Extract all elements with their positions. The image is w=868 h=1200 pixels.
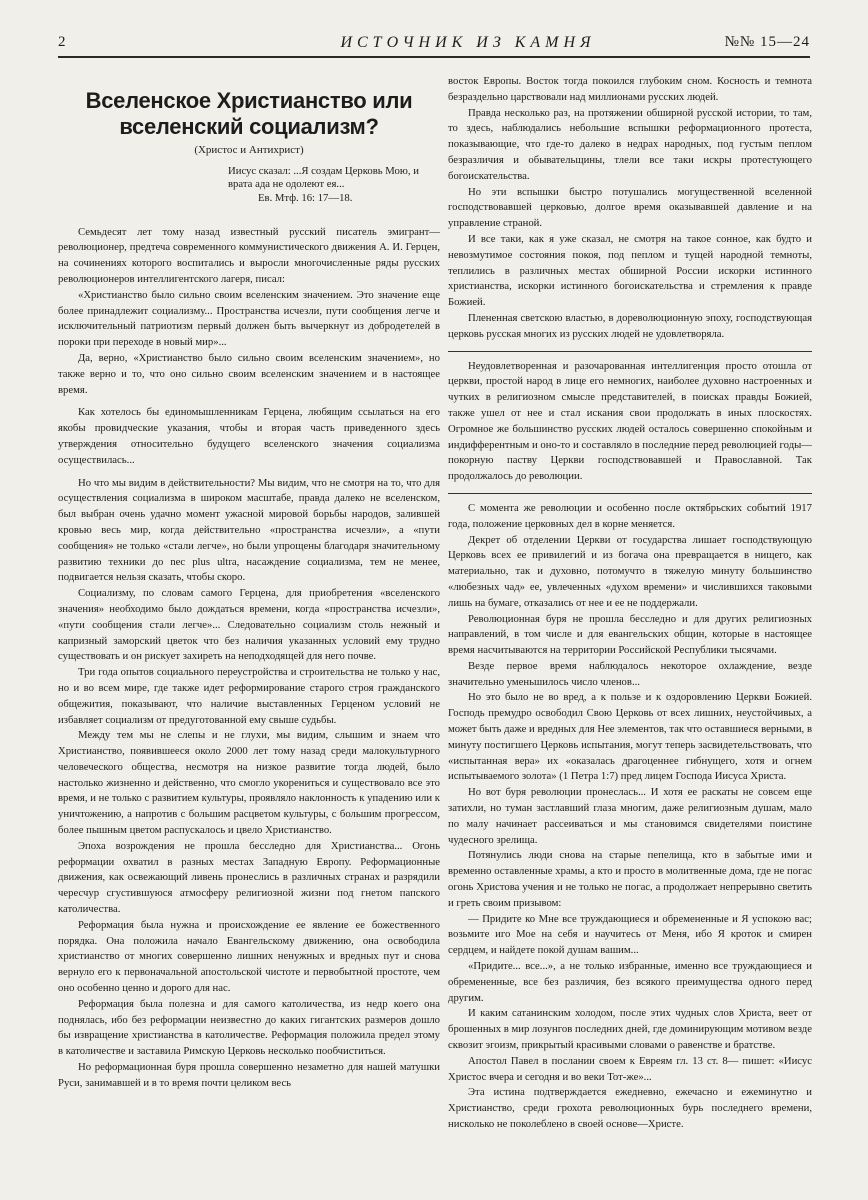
paragraph: Неудовлетворенная и разочарованная интеллигенция просто отошла от церкви, простой народ в лице его немногих, наиболее духовно настроенных и чутких в религиозном смысле представителей, в поисках правды Божией, также ушел от нее и стал искания свои продолжать в иных плоскостях. Огромное же большинство русских людей осталось совершенно спокойным и индифферентным и оно-то и составляло в последние перед революцией годы—покорную паству Церкви господствовавшей и Православной. Так продолжалось до революции. (448, 359, 812, 483)
paragraph: Но что мы видим в действительности? Мы видим, что не смотря на то, что для осуществления социализма в широком масштабе, правда далеко не вселенском, был выбран очень удачно момент ужасной мировой борьбы народов, залившей кровью весь мир, когда действительно «пространства исчезли», а «пути сообщения» не только «стали легче», но были упрощены благодаря значительному развитию техники до nec plus ultra, насаждение социализма, тем не менее, подвигается нельзя сказать, чтобы скоро. (58, 476, 440, 584)
article-title: Вселенское Христианство или вселенский социализм? (85, 88, 413, 139)
paragraph: Эта истина подтверждается ежедневно, ежечасно и ежеминутно и Христианство, среди грохота революционных бурь последнего времени, нисколько не поколеблено в своей основе—Христе. (448, 1086, 812, 1130)
paragraph: Да, верно, «Христианство было сильно своим вселенским значением», но также верно и то, что оно сильно своим вселенским значением и в настоящее время. (58, 351, 440, 396)
issue-number: №№ 15—24 (724, 34, 810, 50)
paragraph: Везде первое время наблюдалось некоторое охлаждение, везде значительно уменьшилось число членов... (448, 659, 812, 688)
paragraph: Семьдесят лет тому назад известный русский писатель эмигрант—революционер, предтеча современного коммунистического движения А. И. Герцен, на сочинениях которого воспитались и выросли многочисленные ряды русских революционеров интеллигентского лагеря, писал: (58, 225, 440, 285)
paragraph: Между тем мы не слепы и не глухи, мы видим, слышим и знаем что Христианство, появившееся около 2000 лет тому назад среди малокультурного человеческого общества, несмотря на низкое развитие тогда людей, было настолько жизненно и действенно, что смогло укорениться и существовало все это время, и не только с развитием культуры, проявляло наклонность к упадению или к уничтожению, а напротив с большим расцветом культуры, с большим прогрессом, более пышным цветом распускалось и цвело Христианство. (58, 729, 440, 837)
paragraph: Но это было не во вред, а к пользе и к оздоровлению Церкви Божией. Господь премудро освободил Свою Церковь от всех лишних, неустойчивых, а может быть даже и вредных для Нее элементов, так что оставшиеся верными, в минуту постигшего Церковь испытания, могут теперь засвидетельствовать, что «испытанная вера» их «оказалась драгоценнее гибнущего, хотя и огнем испытываемого золота» (1 Петра 1:7) пред лицем Господа Иисуса Христа. (448, 691, 812, 783)
page-number: 2 (58, 34, 66, 50)
quote-paragraph: — Придите ко Мне все труждающиеся и обремененные и Я успокою вас; возьмите иго Мое на себя и научитесь от Меня, ибо Я кроток и смирен сердцем, и найдете покой душам вашим... (448, 912, 812, 957)
section-divider (448, 493, 812, 494)
article-subtitle: (Христос и Антихрист) (194, 144, 304, 156)
paragraph: И каким сатанинским холодом, после этих чудных слов Христа, веет от брошенных в мир лозунгов последних дней, где доминирующим мотивом везде сквозит эгоизм, прикрытый красивыми словами о равенстве и братстве. (448, 1007, 812, 1052)
paragraph: И все таки, как я уже сказал, не смотря на такое сонное, как будто и невозмутимое состояния покоя, под пеплом и тущей народной темноты, теплились в различных местах обширной России искорки истинного христианства, искорки истинного богоискательства и стремления к правде Божией. (448, 232, 812, 309)
paragraph: Апостол Павел в послании своем к Евреям гл. 13 ст. 8— пишет: «Иисус Христос вчера и сегодня и во веки Тот-же»... (448, 1054, 812, 1083)
paragraph: Но эти вспышки быстро потушались могущественной вселенной господствовавшей церковью, долгое время оказывавшей давление и на управление страной. (448, 185, 812, 230)
paragraph: Правда несколько раз, на протяжении обширной русской истории, то там, то здесь, наблюдались небольшие вспышки реформационного протеста, показывающие, что где-то далеко в недрах народных, под густым пеплом безразличия и обывательщины, тлели все таки искры протестующего богоискательства. (448, 106, 812, 182)
paragraph: Декрет об отделении Церкви от государства лишает господствующую Церковь всех ее привилегий и из богача она превращается в нищего, как материально, так и духовно, потомучто в тяжелую минуту большинство «любезных чад» ее, увлеченных «духом времени» и числившихся таковыми лишь на бумаге, отказались от нее и ее не поддержали. (448, 533, 812, 609)
page-header (58, 34, 810, 58)
paragraph: Как хотелось бы единомышленникам Герцена, любящим ссылаться на его якобы провидческие указания, чтобы и вторая часть приведенного здесь утверждения относительно будущего вселенского значения социализма осуществилась... (58, 406, 440, 466)
epigraph: Иисус сказал: ...Я создам Церковь Мою, и врата ада не одолеют ея... (228, 164, 419, 190)
right-column (448, 74, 812, 1133)
left-column (58, 74, 440, 1092)
header-rule (58, 56, 810, 58)
paragraph: Реформация была полезна и для самого католичества, из недр коего она поднялась, ибо без реформации неизвестно до каких гигантских размеров дошло бы извращение христианства в католичестве. Реформация положила предел этому в католичестве и заставила Римскую Церковь несколько пообчиститься. (58, 997, 440, 1058)
paragraph: Эпоха возрождения не прошла бесследно для Христианства... Огонь реформации охватил в разных местах Западную Европу. Реформационные движения, как освежающий ливень пронеслись в различных странах и разрядили чересчур сгустившуюся атмосферу религиозной жизни под гнетом папского католичества. (58, 839, 440, 916)
masthead: ИСТОЧНИК ИЗ КАМНЯ (340, 34, 596, 51)
quote-paragraph: «Христианство было сильно своим вселенским значением. Это значение еще более принадлежит социализму... Пространства исчезли, пути сообщения легче и исключительный патриотизм первый должен быть вычеркнут из добродетелей в пороки при переходе в новый мир»... (58, 288, 440, 349)
paragraph: Плененная светскою властью, в дореволюционную эпоху, господствующая церковь русская многих из русских людей не удовлетворяла. (448, 311, 812, 340)
epigraph-reference: Ев. Мтф. 16: 17—18. (258, 191, 353, 204)
paragraph: Но вот буря революции пронеслась... И хотя ее раскаты не совсем еще затихли, но туман застлавший глаза многим, даже религиозным душам, мало по малу начинает рассеиваться и мы становимся свидетелями поистине чудесного зрелища. (448, 786, 812, 846)
section-divider (448, 351, 812, 352)
paragraph: восток Европы. Восток тогда покоился глубоким сном. Косность и темнота безраздельно царствовали над миллионами русских людей. (448, 75, 812, 103)
paragraph: «Придите... все...», а не только избранные, именно все труждающиеся и обремененные, все без различия, без всякого преимущества одного перед другим. (448, 960, 812, 1004)
paragraph: Потянулись люди снова на старые пепелища, кто в забытые ими и временно оставленные храмы, а кто и просто в молитвенные дома, где не погас огонь Христова учения и не только не погас, а продолжает непрерывно светить и греть своим призывом: (448, 849, 812, 909)
paragraph: С момента же революции и особенно после октябрьских событий 1917 года, положение церковных дел в корне меняется. (448, 501, 812, 530)
paragraph: Революционная буря не прошла бесследно и для других религиозных направлений, в том числе и для евангельских общин, которые в настоящее время насчитываются на территории Российской Республики тысячами. (448, 612, 812, 657)
paragraph: Но реформационная буря прошла совершенно незаметно для нашей матушки Руси, занимавшей и в то время почти целиком весь (58, 1061, 440, 1089)
paragraph: Реформация была нужна и происхождение ее явление ее божественного порядка. Она положила начало Евангельскому движению, она освободила христианство от многих совершенно лишних ненужных и вредных пут и снова вернуло его к первоначальной апостольской чистоте и первобытной простоте, чем оно особенно ценно и дорого для нас. (58, 918, 440, 995)
paragraph: Социализму, по словам самого Герцена, для приобретения «вселенского значения» необходимо было дождаться времени, когда «пространства исчезли», «пути сообщения стали легче»... Следовательно социализм столь нежный и капризный заморский цветок что без наличия указанных условий ему трудно существовать и он рискует захиреть на неподходящей для него почве. (58, 587, 440, 663)
paragraph: Три года опытов социального переустройства и строительства не только у нас, но и во всем мире, где также идет реформирование старого строя гражданского общежития, показывают, что наличие выставленных Герценом условий не избавляет социализм от предуготованной ему свыше судьбы. (58, 666, 440, 726)
